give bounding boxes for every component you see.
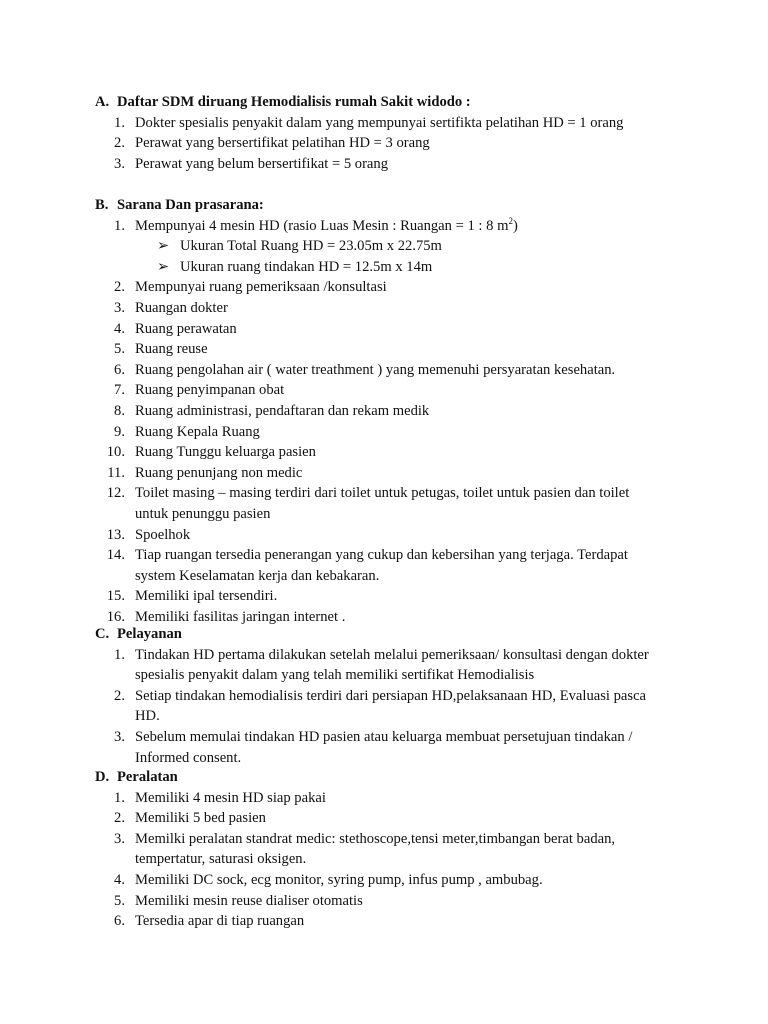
- item-text: Dokter spesialis penyakit dalam yang mempunyai sertifikta pelatihan HD = 1 orang: [135, 114, 624, 131]
- item-text: Ruang penunjang non medic: [135, 464, 303, 481]
- item-number: 1.: [114, 789, 125, 806]
- item-number: 1.: [114, 646, 125, 663]
- section-b-letter: B.: [95, 197, 109, 213]
- section-d-list: [0, 788, 768, 932]
- item-text-tail: ): [512, 217, 518, 234]
- item-number: 13.: [106, 526, 125, 543]
- item-text: Memiliki 5 bed pasien: [135, 810, 266, 827]
- section-c: [0, 624, 768, 768]
- section-c-title: Pelayanan: [117, 626, 182, 642]
- list-item: [0, 686, 655, 727]
- list-item: [0, 727, 655, 768]
- section-b-list: [0, 216, 768, 628]
- item-number: 7.: [114, 382, 125, 399]
- list-item: [0, 911, 655, 932]
- section-b-title: Sarana Dan prasarana:: [117, 197, 264, 213]
- item-number: 11.: [107, 464, 125, 481]
- list-item: [0, 319, 655, 340]
- item-text: Spoelhok: [135, 526, 191, 543]
- item-text: Sebelum memulai tindakan HD pasien atau keluarga membuat persetujuan tindakan / Informed consent.: [135, 728, 633, 766]
- item-text: Ruangan dokter: [135, 299, 228, 316]
- item-text: Perawat yang belum bersertifikat = 5 orang: [135, 155, 388, 172]
- section-d-heading: [0, 767, 768, 788]
- list-item: [0, 586, 655, 607]
- item-text: Ruang Tunggu keluarga pasien: [135, 444, 316, 461]
- section-a-heading: [0, 92, 768, 113]
- list-item: [0, 442, 655, 463]
- section-b-heading: [0, 195, 768, 216]
- item-number: 1.: [114, 217, 125, 234]
- item-number: 14.: [106, 547, 125, 564]
- item-text: Memiliki DC sock, ecg monitor, syring pump, infus pump , ambubag.: [135, 871, 543, 888]
- section-a-letter: A.: [95, 94, 110, 110]
- item-text: Setiap tindakan hemodialisis terdiri dari persiapan HD,pelaksanaan HD, Evaluasi pasca HD.: [135, 687, 647, 725]
- sub-item-text: Ukuran Total Ruang HD = 23.05m x 22.75m: [180, 238, 442, 255]
- item-text: Memiliki mesin reuse dialiser otomatis: [135, 892, 363, 909]
- list-item: [0, 891, 655, 912]
- section-d-title: Peralatan: [117, 769, 178, 785]
- item-text: Mempunyai ruang pemeriksaan /konsultasi: [135, 279, 387, 296]
- list-item: [0, 216, 655, 278]
- item-text: Ruang administrasi, pendaftaran dan rekam medik: [135, 402, 430, 419]
- list-item: [0, 360, 655, 381]
- list-item: [0, 277, 655, 298]
- item-number: 12.: [106, 485, 125, 502]
- item-number: 3.: [114, 830, 125, 847]
- section-c-letter: C.: [95, 626, 110, 642]
- item-text: Ruang perawatan: [135, 320, 237, 337]
- section-a: [0, 92, 768, 174]
- item-text: Perawat yang bersertifikat pelatihan HD = 3 orang: [135, 135, 430, 152]
- list-item: [0, 788, 655, 809]
- item-number: 4.: [114, 871, 125, 888]
- item-text: Tiap ruangan tersedia penerangan yang cukup dan kebersihan yang terjaga. Terdapat system Keselamatan kerja dan kebakaran.: [135, 547, 628, 584]
- item-number: 2.: [114, 135, 125, 152]
- list-item: [0, 339, 655, 360]
- list-item: [0, 154, 655, 175]
- list-item: [0, 545, 655, 586]
- item-number: 4.: [114, 320, 125, 337]
- item-text: Ruang reuse: [135, 341, 208, 358]
- item-number: 5.: [114, 892, 125, 909]
- item-text: Tersedia apar di tiap ruangan: [135, 913, 305, 930]
- list-item: [0, 829, 655, 870]
- list-item: [0, 133, 655, 154]
- section-c-list: [0, 645, 768, 769]
- arrow-bullet-icon: ➢: [157, 238, 170, 255]
- section-d: [0, 767, 768, 932]
- item-text: Tindakan HD pertama dilakukan setelah melalui pemeriksaan/ konsultasi dengan dokter spesialis penyakit dalam yang telah memiliki sertifikat Hemodialisis: [135, 646, 649, 684]
- arrow-bullet-icon: ➢: [157, 258, 170, 275]
- item-number: 1.: [114, 114, 125, 131]
- list-item: [0, 380, 655, 401]
- item-number: 6.: [114, 913, 125, 930]
- item-number: 3.: [114, 728, 125, 745]
- item-text: Ruang penyimpanan obat: [135, 382, 285, 399]
- item-text: Memiliki fasilitas jaringan internet .: [135, 608, 346, 625]
- item-number: 3.: [114, 155, 125, 172]
- superscript: 2: [508, 215, 513, 226]
- item-text: Toilet masing – masing terdiri dari toilet untuk petugas, toilet untuk pasien dan toilet untuk penunggu pasien: [135, 485, 630, 522]
- list-item: [0, 483, 655, 524]
- list-item: [0, 808, 655, 829]
- item-text: Memiliki 4 mesin HD siap pakai: [135, 789, 326, 806]
- list-item: [0, 401, 655, 422]
- section-a-title: Daftar SDM diruang Hemodialisis rumah Sakit widodo :: [117, 94, 471, 110]
- item-number: 9.: [114, 423, 125, 440]
- section-c-heading: [0, 624, 768, 645]
- section-b: [0, 195, 768, 627]
- item-number: 2.: [114, 810, 125, 827]
- list-item: [0, 422, 655, 443]
- item-number: 2.: [114, 687, 125, 704]
- list-item: [0, 113, 655, 134]
- sub-list-item: [135, 236, 655, 257]
- list-item: [0, 645, 655, 686]
- item-number: 2.: [114, 279, 125, 296]
- sub-list: [135, 236, 655, 277]
- list-item: [0, 463, 655, 484]
- item-text: Mempunyai 4 mesin HD (rasio Luas Mesin : Ruangan = 1 : 8 m: [135, 217, 509, 234]
- sub-list-item: [135, 257, 655, 278]
- item-number: 8.: [114, 402, 125, 419]
- item-number: 5.: [114, 341, 125, 358]
- section-a-list: [0, 113, 768, 175]
- list-item: [0, 870, 655, 891]
- sub-item-text: Ukuran ruang tindakan HD = 12.5m x 14m: [180, 258, 433, 275]
- item-text: Memiliki ipal tersendiri.: [135, 588, 278, 605]
- list-item: [0, 525, 655, 546]
- item-text: Ruang Kepala Ruang: [135, 423, 260, 440]
- item-number: 10.: [106, 444, 125, 461]
- item-number: 15.: [106, 588, 125, 605]
- item-number: 6.: [114, 361, 125, 378]
- item-number: 16.: [106, 608, 125, 625]
- section-d-letter: D.: [95, 769, 110, 785]
- list-item: [0, 298, 655, 319]
- item-number: 3.: [114, 299, 125, 316]
- item-text: Memilki peralatan standrat medic: stethoscope,tensi meter,timbangan berat badan, tempertatur, saturasi oksigen.: [135, 830, 616, 868]
- item-text: Ruang pengolahan air ( water treathment ) yang memenuhi persyaratan kesehatan.: [135, 361, 616, 378]
